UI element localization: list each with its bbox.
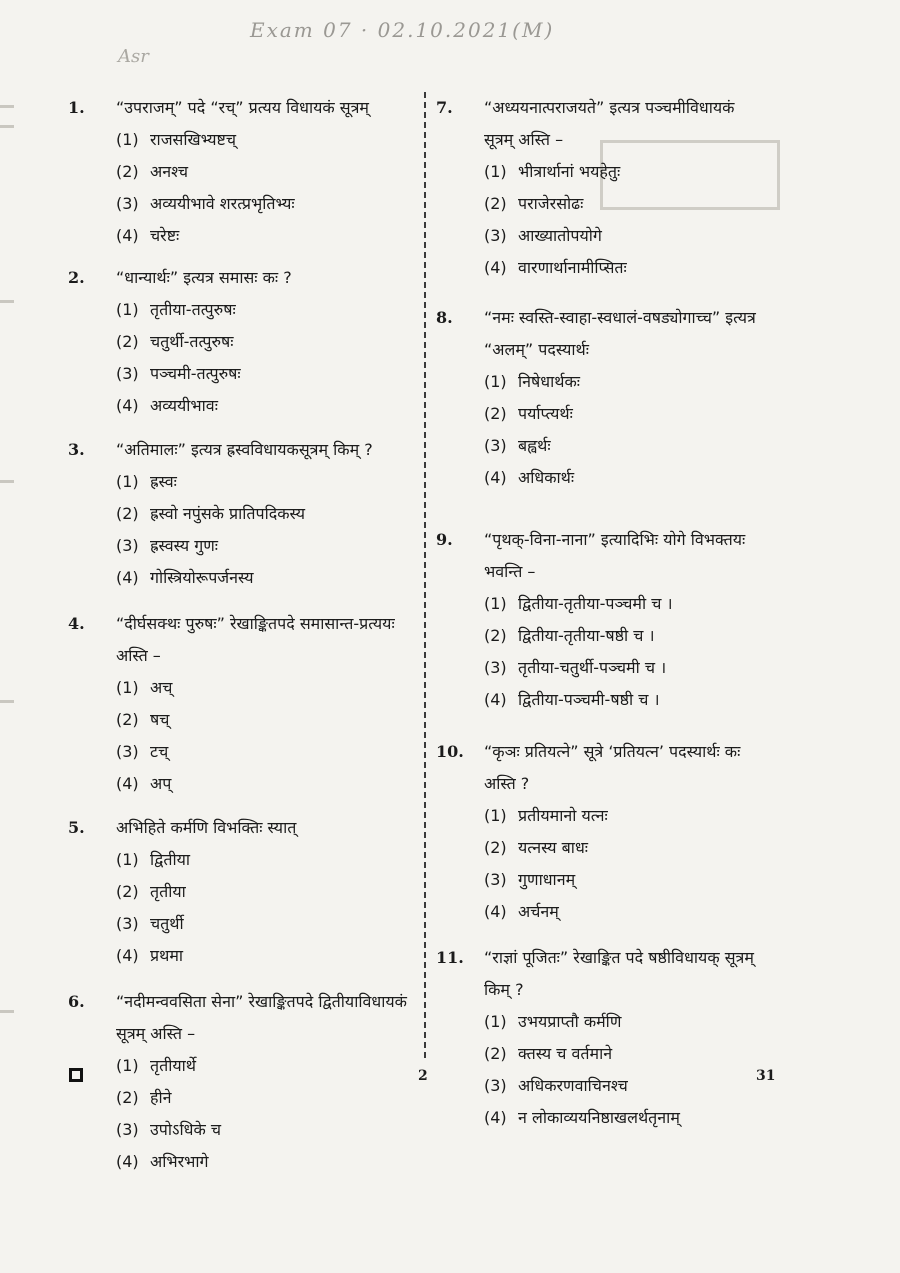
option: (2) पर्याप्त्यर्थः [484,404,573,423]
option: (2) तृतीया [116,882,186,901]
option: (4) वारणार्थानामीप्सितः [484,258,627,277]
scan-mark [0,700,14,703]
option: (1) भीत्रार्थानां भयहेतुः [484,162,621,181]
question-number: 11. [436,948,464,967]
question-text: “उपराजम्” पदे “रच्” प्रत्यय विधायकं सूत्रम् [116,98,369,117]
option: (1) द्वितीया [116,850,191,869]
left-column [68,92,408,1178]
question-text: “नमः स्वस्ति-स्वाहा-स्वधालं-वषड्योगाच्च” इत्यत्र “अलम्” पदस्यार्थः [484,308,756,359]
option: (4) अभिरभागे [116,1152,209,1171]
question-text: “पृथक्-विना-नाना” इत्यादिभिः योगे विभक्तयः भवन्ति – [484,530,746,581]
option: (4) न लोकाव्ययनिष्ठाखलर्थतृनाम् [484,1108,680,1127]
option: (1) द्वितीया-तृतीया-पञ्चमी च । [484,594,673,613]
question [68,986,408,1178]
question [68,92,408,252]
question-text: “कृञः प्रतियत्ने” सूत्रे ‘प्रतियत्न’ पदस्यार्थः कः अस्ति ? [484,742,741,793]
option: (1) उभयप्राप्तौ कर्मणि [484,1012,622,1031]
question-number: 10. [436,742,464,761]
option: (4) अव्ययीभावः [116,396,218,415]
scan-mark [0,480,14,483]
question-number: 7. [436,98,453,117]
option: (3) अव्ययीभावे शरत्प्रभृतिभ्यः [116,194,295,213]
option: (4) चरेष्टः [116,226,180,245]
handwritten-header: Exam 07 · 02.10.2021(M) [250,18,555,42]
question-number: 4. [68,614,85,633]
option: (1) अच् [116,678,173,697]
question [436,302,766,494]
question-number: 1. [68,98,85,117]
question-text: “दीर्घसक्थः पुरुषः” रेखाङ्कितपदे समासान्त-प्रत्ययः अस्ति – [116,614,395,665]
question [68,608,408,800]
option: (4) अर्चनम् [484,902,559,921]
question [436,524,766,716]
question-text: अभिहिते कर्मणि विभक्तिः स्यात् [116,818,297,837]
question [68,262,408,422]
option: (2) पराजेरसोढः [484,194,584,213]
question-text: “अध्ययनात्पराजयते” इत्यत्र पञ्चमीविधायकं सूत्रम् अस्ति – [484,98,735,149]
question-number: 8. [436,308,453,327]
option: (1) तृतीयार्थे [116,1056,197,1075]
question-number: 5. [68,818,85,837]
question-text: “राज्ञां पूजितः” रेखाङ्कित पदे षष्ठीविधायक् सूत्रम् किम् ? [484,948,754,999]
option: (3) अधिकरणवाचिनश्च [484,1076,628,1095]
question-number: 9. [436,530,453,549]
question-number: 2. [68,268,85,287]
question-text: “नदीमन्ववसिता सेना” रेखाङ्कितपदे द्वितीयाविधायकं सूत्रम् अस्ति – [116,992,407,1043]
option: (1) राजसखिभ्यष्टच् [116,130,237,149]
option: (2) षच् [116,710,170,729]
paper-code: 31 [756,1068,776,1084]
option: (2) हीने [116,1088,172,1107]
page-number: 2 [418,1068,428,1084]
option: (2) ह्रस्वो नपुंसके प्रातिपदिकस्य [116,504,306,523]
question [436,92,766,284]
option: (3) तृतीया-चतुर्थी-पञ्चमी च । [484,658,667,677]
option: (2) द्वितीया-तृतीया-षष्ठी च । [484,626,655,645]
right-column [436,92,766,1134]
column-divider [424,92,426,1058]
option: (1) प्रतीयमानो यत्नः [484,806,608,825]
option: (3) ह्रस्वस्य गुणः [116,536,219,555]
scan-mark [0,300,14,303]
option: (3) टच् [116,742,169,761]
option: (3) उपोऽधिके च [116,1120,221,1139]
option: (2) यत्नस्य बाधः [484,838,589,857]
option: (1) तृतीया-तत्पुरुषः [116,300,236,319]
handwritten-initials: Asr [118,46,149,67]
option: (3) पञ्चमी-तत्पुरुषः [116,364,241,383]
question-text: “धान्यार्थः” इत्यत्र समासः कः ? [116,268,292,287]
scan-mark [0,105,14,108]
option: (4) गोस्त्रियोरूपर्जनस्य [116,568,254,587]
option: (1) निषेधार्थकः [484,372,581,391]
question-text: “अतिमालः” इत्यत्र ह्रस्वविधायकसूत्रम् किम् ? [116,440,373,459]
option: (4) द्वितीया-पञ्चमी-षष्ठी च । [484,690,660,709]
option: (3) बह्वर्थः [484,436,551,455]
scan-mark [0,125,14,128]
question-number: 3. [68,440,85,459]
scan-mark [0,1010,14,1013]
option: (2) चतुर्थी-तत्पुरुषः [116,332,234,351]
option: (4) अप् [116,774,172,793]
option: (3) गुणाधानम् [484,870,576,889]
option: (3) चतुर्थी [116,914,184,933]
option: (4) अधिकार्थः [484,468,575,487]
question-number: 6. [68,992,85,1011]
question [68,812,408,972]
option: (2) क्तस्य च वर्तमाने [484,1044,613,1063]
option: (3) आख्यातोपयोगे [484,226,602,245]
question [436,942,766,1134]
option: (2) अनश्च [116,162,189,181]
question [68,434,408,594]
option: (1) ह्रस्वः [116,472,177,491]
corner-square-mark [69,1068,83,1082]
question [436,736,766,928]
option: (4) प्रथमा [116,946,184,965]
